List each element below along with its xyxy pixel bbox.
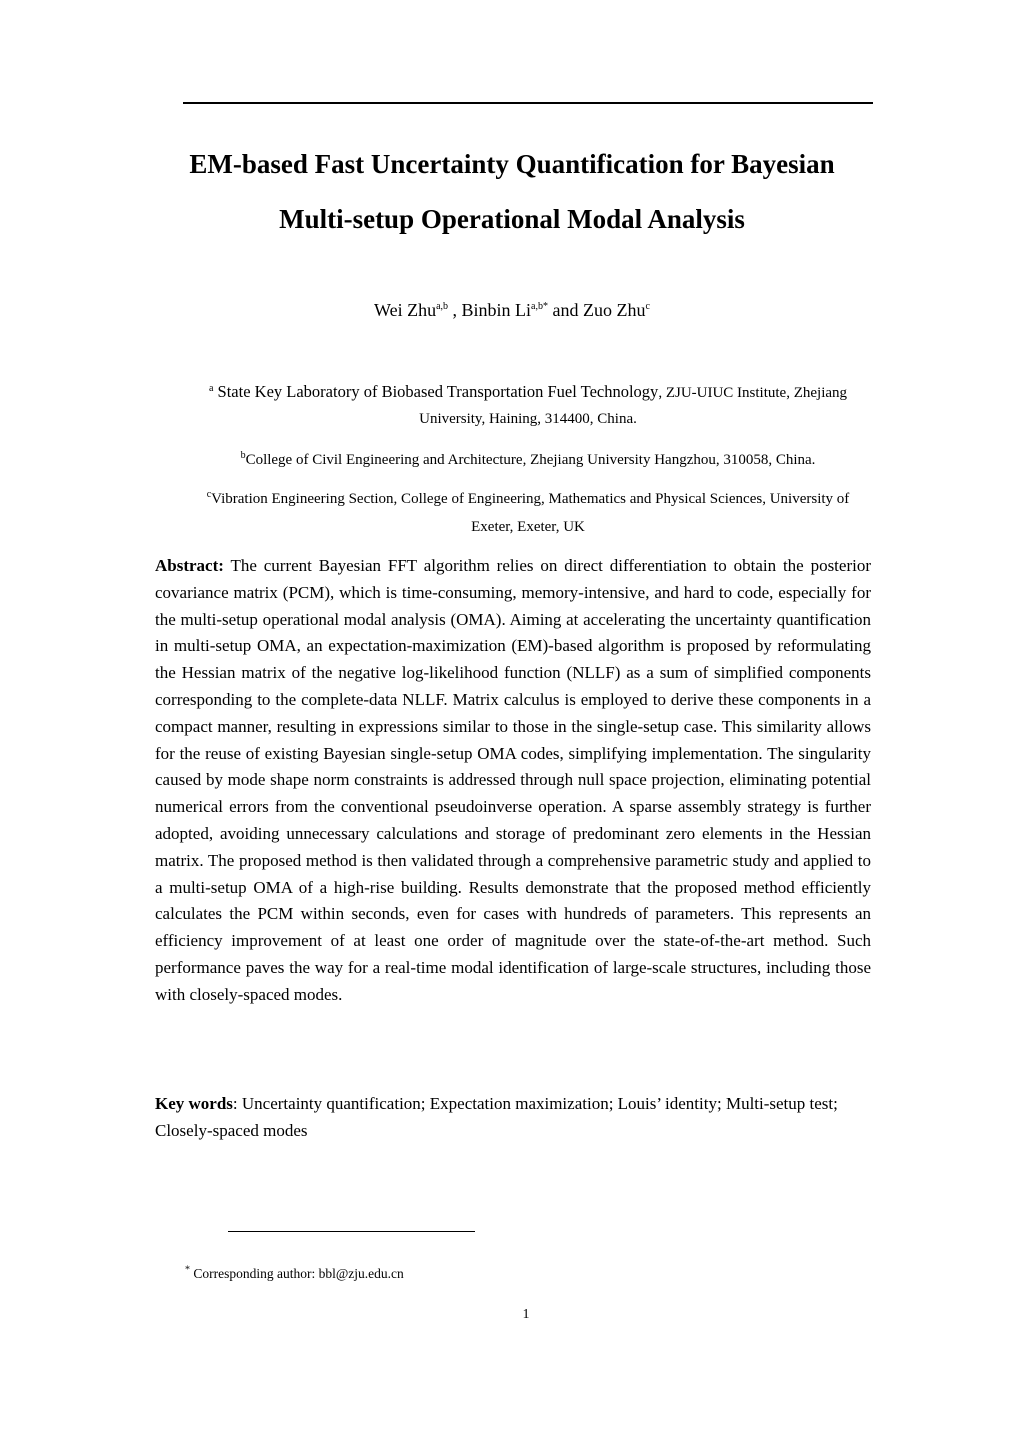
author-list xyxy=(0,298,1024,322)
author-separator: , xyxy=(448,300,462,320)
author-name: Binbin Li xyxy=(461,300,532,320)
affiliation-a-line-2: University, Haining, 314400, China. xyxy=(419,411,637,427)
affiliation-mark: b xyxy=(240,450,246,461)
author-affiliation-mark: a,b xyxy=(436,301,449,312)
affiliation-text: , ZJU-UIUC Institute, Zhejiang xyxy=(658,385,848,401)
page-number: 1 xyxy=(522,1307,530,1322)
affiliation-mark: c xyxy=(206,489,212,500)
author-affiliation-mark: a,b* xyxy=(531,301,548,312)
header-rule xyxy=(183,102,873,104)
affiliation-c xyxy=(183,489,873,509)
footnote-mark: * xyxy=(185,1264,190,1276)
keywords-label: Key words xyxy=(155,1094,233,1113)
keywords-text: : Uncertainty quantification; Expectation maximization; Louis’ identity; Multi-setup test; Closely-spaced modes xyxy=(155,1094,838,1140)
affiliation-b xyxy=(183,450,873,470)
footnote xyxy=(185,1265,404,1283)
author-separator: and xyxy=(548,300,583,320)
affiliation-mark: a xyxy=(208,383,214,394)
affiliation-text: Vibration Engineering Section, College of Engineering, Mathematics and Physical Sciences, University of xyxy=(211,491,850,507)
keywords xyxy=(155,1090,879,1144)
author-name: Zuo Zhu xyxy=(583,300,646,320)
author-affiliation-mark: c xyxy=(645,301,650,312)
footnote-rule xyxy=(228,1231,475,1232)
affiliation-a xyxy=(183,382,873,403)
affiliation-c-line-2: Exeter, Exeter, UK xyxy=(471,519,585,535)
affiliation-text: College of Civil Engineering and Architecture, Zhejiang University Hangzhou, 310058, China. xyxy=(245,452,816,468)
paper-title-line-1: EM-based Fast Uncertainty Quantification for Bayesian xyxy=(189,149,835,179)
author-name: Wei Zhu xyxy=(374,300,437,320)
abstract xyxy=(155,553,871,1009)
paper-title-line-2: Multi-setup Operational Modal Analysis xyxy=(279,204,745,234)
abstract-text: The current Bayesian FFT algorithm relies on direct differentiation to obtain the posterior covariance matrix (PCM), which is time-consuming, memory-intensive, and hard to code, especially for the multi-setup operational modal analysis (OMA). Aiming at accelerating the uncertainty quantification in multi-setup OMA, an expectation-maximization (EM)-based algorithm is proposed by reformulating the Hessian matrix of the negative log-likelihood function (NLLF) as a sum of simplified components corresponding to the complete-data NLLF. Matrix calculus is employed to derive these components in a compact manner, resulting in expressions similar to those in the single-setup case. This similarity allows for the reuse of existing Bayesian single-setup OMA codes, simplifying implementation. The singularity caused by mode shape norm constraints is addressed through null space projection, eliminating potential numerical errors from the conventional pseudoinverse operation. A sparse assembly strategy is further adopted, avoiding unnecessary calculations and storage of predominant zero elements in the Hessian matrix. The proposed method is then validated through a comprehensive parametric study and applied to a multi-setup OMA of a high-rise building. Results demonstrate that the proposed method efficiently calculates the PCM within seconds, even for cases with hundreds of parameters. This represents an efficiency improvement of at least one order of magnitude over the state-of-the-art method. Such performance paves the way for a real-time modal identification of large-scale structures, including those with closely-spaced modes. xyxy=(155,556,871,1004)
affiliation-text: State Key Laboratory of Biobased Transportation Fuel Technology xyxy=(213,382,659,401)
abstract-label: Abstract: xyxy=(155,556,224,575)
footnote-text: Corresponding author: bbl@zju.edu.cn xyxy=(190,1266,404,1281)
